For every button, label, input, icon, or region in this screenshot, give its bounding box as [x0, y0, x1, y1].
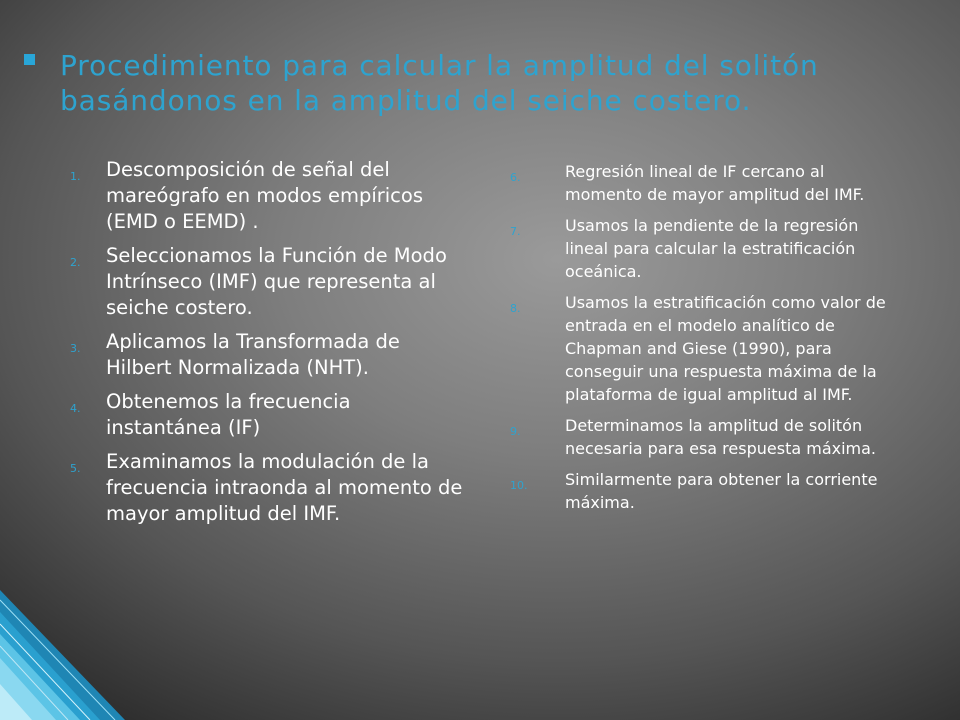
item-text: Aplicamos la Transformada de Hilbert Normalizada (NHT). — [106, 330, 400, 379]
list-item — [70, 389, 470, 441]
item-text: Seleccionamos la Función de Modo Intrínseco (IMF) que representa al seiche costero. — [106, 244, 447, 319]
list-item — [70, 449, 470, 527]
item-number: 4. — [70, 402, 81, 415]
slide-title: Procedimiento para calcular la amplitud del solitón basándonos en la amplitud del seiche costero. — [60, 49, 819, 117]
list-item — [510, 414, 890, 460]
item-number: 10. — [510, 479, 528, 492]
list-item — [510, 214, 890, 283]
item-text: Descomposición de señal del mareógrafo en modos empíricos (EMD o EEMD) . — [106, 158, 423, 233]
list-item — [70, 157, 470, 235]
list-item — [70, 329, 470, 381]
item-text: Determinamos la amplitud de solitón necesaria para esa respuesta máxima. — [565, 416, 877, 458]
list-item — [510, 291, 890, 406]
steps-list-left — [70, 157, 470, 535]
list-item — [510, 160, 890, 206]
item-number: 8. — [510, 302, 521, 315]
item-number: 7. — [510, 225, 521, 238]
steps-list-right — [510, 160, 890, 522]
list-item — [510, 468, 890, 514]
item-text: Usamos la estratificación como valor de entrada en el modelo analítico de Chapman and Giese (1990), para conseguir una respuesta máxima de la plataforma de igual amplitud al IMF. — [565, 293, 886, 404]
item-text: Regresión lineal de IF cercano al momento de mayor amplitud del IMF. — [565, 162, 865, 204]
item-text: Similarmente para obtener la corriente máxima. — [565, 470, 878, 512]
item-text: Examinamos la modulación de la frecuencia intraonda al momento de mayor amplitud del IMF. — [106, 450, 463, 525]
item-text: Obtenemos la frecuencia instantánea (IF) — [106, 390, 351, 439]
item-number: 9. — [510, 425, 521, 438]
item-text: Usamos la pendiente de la regresión lineal para calcular la estratificación oceánica. — [565, 216, 859, 281]
list-item — [70, 243, 470, 321]
item-number: 5. — [70, 462, 81, 475]
item-number: 2. — [70, 256, 81, 269]
item-number: 6. — [510, 171, 521, 184]
item-number: 1. — [70, 170, 81, 183]
title-bullet-icon — [24, 54, 35, 65]
item-number: 3. — [70, 342, 81, 355]
